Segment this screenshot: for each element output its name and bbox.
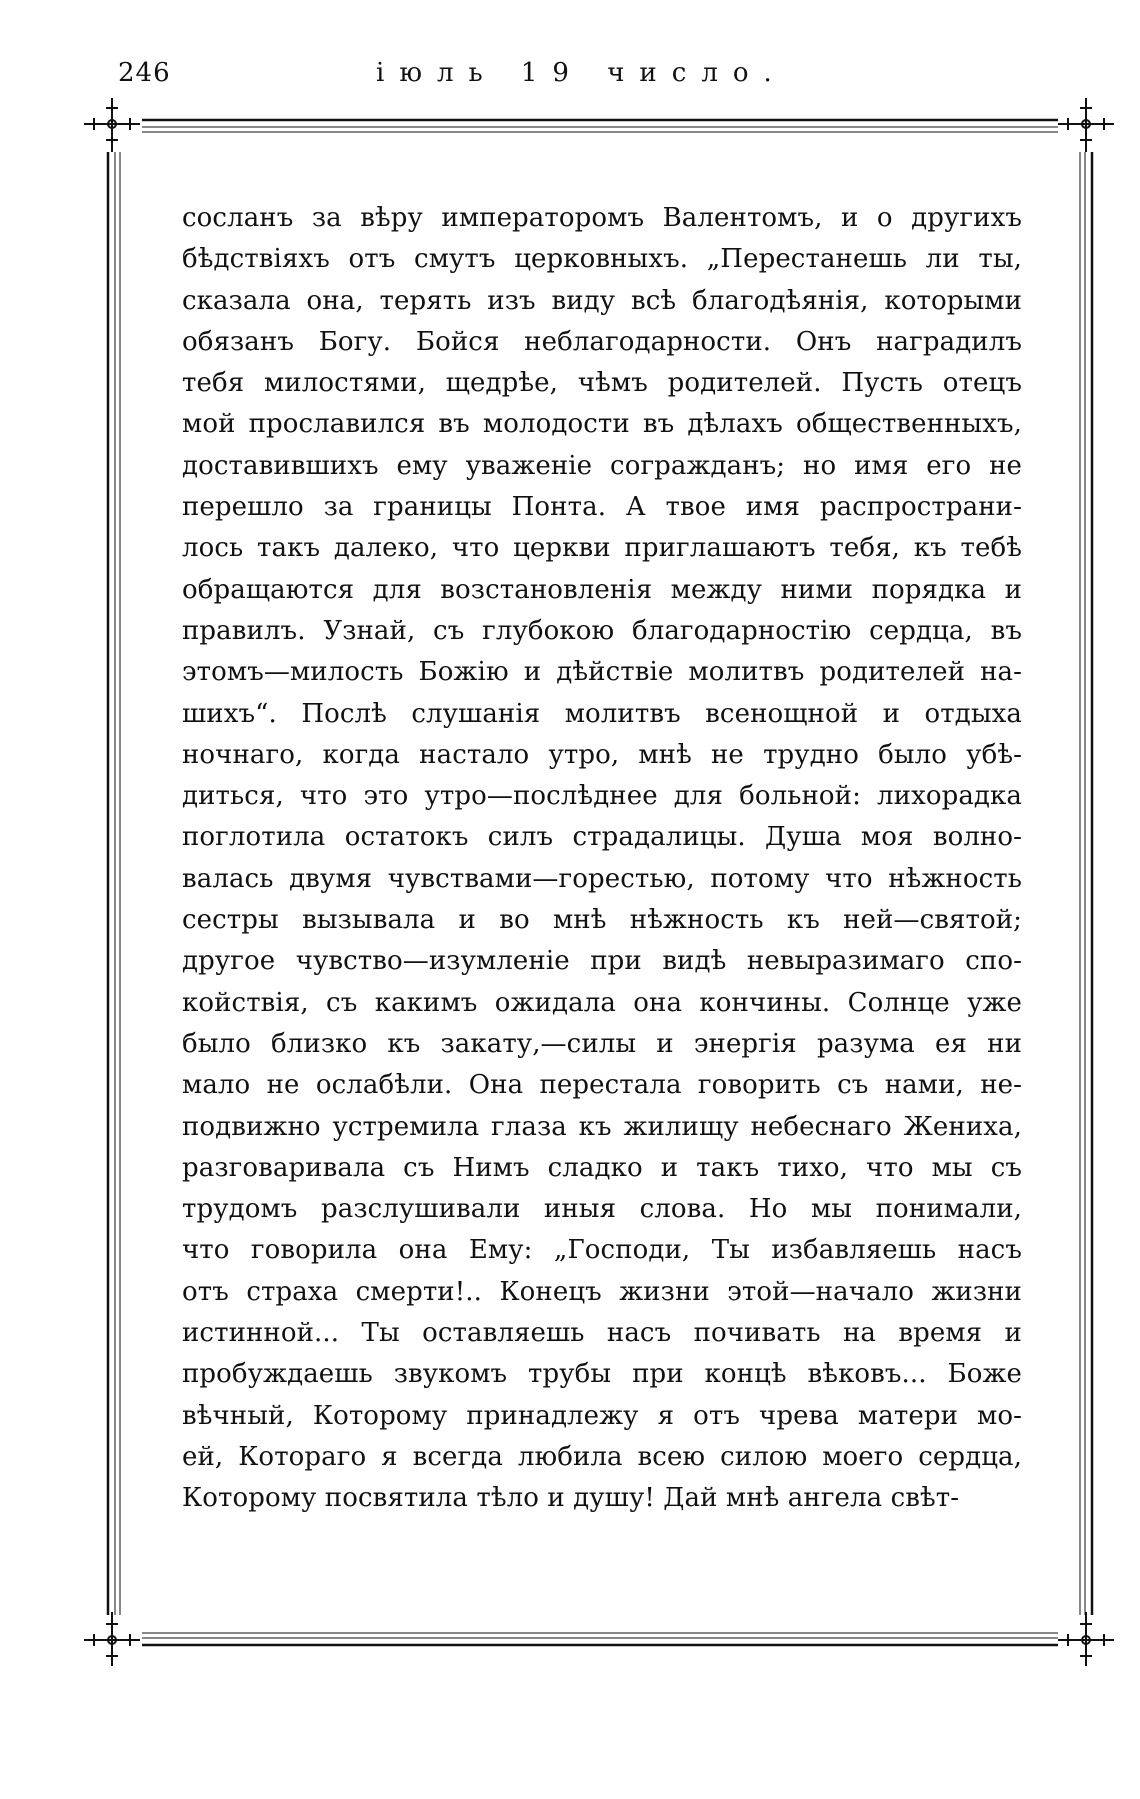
text-line: сестры вызывала и во мнѣ нѣжность къ ней—святой; — [182, 905, 1022, 936]
text-line: валась двумя чувствами—горестью, потому что нѣжность — [182, 863, 1022, 894]
text-line: подвижно устремила глаза къ жилищу небеснаго Жениха, — [182, 1111, 1022, 1142]
text-line: отъ страха смерти!.. Конецъ жизни этой—начало жизни — [182, 1276, 1022, 1307]
text-line: трудомъ разслушивали иныя слова. Но мы понимали, — [182, 1194, 1022, 1225]
text-line: обращаются для возстановленія между ними порядка и — [182, 574, 1022, 605]
text-line: правилъ. Узнай, съ глубокою благодарностію сердца, въ — [182, 615, 1022, 646]
text-line: тебя милостями, щедрѣе, чѣмъ родителей. Пусть отецъ — [182, 368, 1022, 399]
corner-ornament-icon — [84, 1612, 140, 1666]
text-line: вѣчный, Которому принадлежу я отъ чрева матери мо- — [182, 1400, 1022, 1431]
corner-ornament-icon — [1058, 98, 1114, 152]
running-head: іюль 19 число. — [376, 58, 787, 88]
text-line: доставившихъ ему уваженіе согражданъ; но имя его не — [182, 450, 1022, 481]
corner-ornament-icon — [84, 98, 140, 152]
text-line: пробуждаешь звукомъ трубы при концѣ вѣковъ... Боже — [182, 1359, 1022, 1390]
text-line: перешло за границы Понта. А твое имя распространи- — [182, 492, 1022, 523]
text-line: Которому посвятила тѣло и душу! Дай мнѣ ангела свѣт- — [182, 1483, 960, 1514]
text-line: что говорила она Ему: „Господи, Ты избавляешь насъ — [182, 1235, 1022, 1266]
text-line: койствія, съ какимъ ожидала она кончины. Солнце уже — [182, 987, 1022, 1018]
corner-ornament-icon — [1058, 1612, 1114, 1666]
text-line: бѣдствіяхъ отъ смутъ церковныхъ. „Перестанешь ли ты, — [182, 244, 1022, 275]
text-line: мой прославился въ молодости въ дѣлахъ общественныхъ, — [182, 409, 1022, 440]
text-line: мало не ослабѣли. Она перестала говорить съ нами, не- — [182, 1070, 1022, 1101]
text-line: поглотила остатокъ силъ страдалицы. Душа моя волно- — [182, 822, 1022, 853]
text-line: этомъ—милость Божію и дѣйствіе молитвъ родителей на- — [182, 657, 1022, 688]
text-line: было близко къ закату,—силы и энергія разума ея ни — [182, 1028, 1022, 1059]
text-line: обязанъ Богу. Бойся неблагодарности. Онъ наградилъ — [182, 326, 1022, 357]
text-line: другое чувство—изумленіе при видѣ невыразимаго спо- — [182, 946, 1022, 977]
text-line: ей, Котораго я всегда любила всею силою моего сердца, — [182, 1441, 1022, 1472]
text-line: разговаривала съ Нимъ сладко и такъ тихо, что мы съ — [182, 1152, 1022, 1183]
text-line: сказала она, терять изъ виду всѣ благодѣянія, которыми — [182, 285, 1022, 316]
text-line: шихъ“. Послѣ слушанія молитвъ всенощной и отдыха — [182, 698, 1022, 729]
text-line: диться, что это утро—послѣднее для больной: лихорадка — [182, 781, 1022, 812]
body-text — [182, 198, 1022, 1520]
text-line: лось такъ далеко, что церкви приглашаютъ тебя, къ тебѣ — [182, 533, 1022, 564]
text-line: истинной... Ты оставляешь насъ почивать на время и — [182, 1318, 1022, 1349]
page-number: 246 — [118, 58, 171, 88]
text-line: ночнаго, когда настало утро, мнѣ не трудно было убѣ- — [182, 739, 1022, 770]
text-line: сосланъ за вѣру императоромъ Валентомъ, и о другихъ — [182, 203, 1022, 233]
